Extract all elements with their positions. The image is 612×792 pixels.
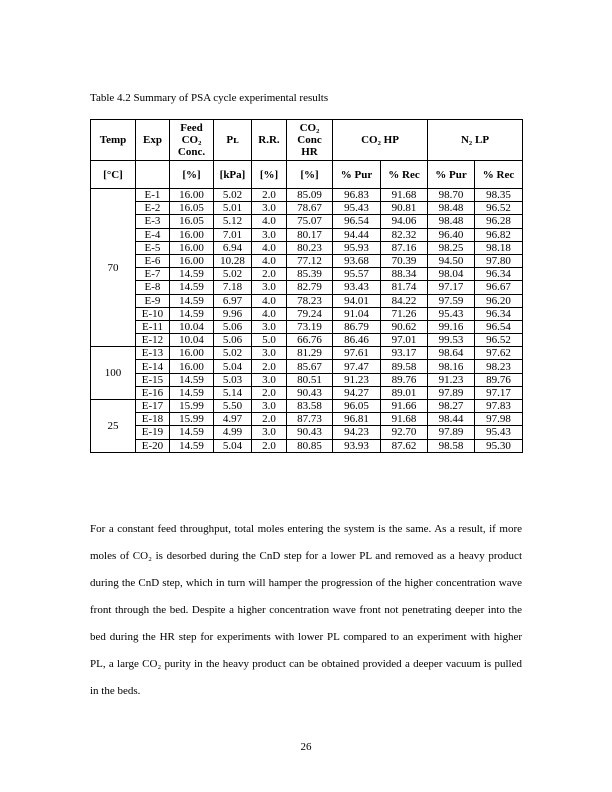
table-cell: E-7: [136, 268, 170, 281]
table-cell: 99.16: [428, 320, 475, 333]
table-cell: 16.00: [170, 254, 214, 267]
table-row: [91, 228, 523, 241]
table-cell: 80.51: [287, 373, 333, 386]
table-cell: E-17: [136, 400, 170, 413]
table-row: [91, 215, 523, 228]
table-cell: 16.00: [170, 189, 214, 202]
table-cell: 97.61: [333, 347, 381, 360]
table-cell: 10.04: [170, 320, 214, 333]
table-row: [91, 386, 523, 399]
table-cell: 5.06: [214, 334, 252, 347]
table-cell: E-1: [136, 189, 170, 202]
header-feed-co2: Feed CO₂ Conc.: [170, 120, 214, 161]
table-cell: 5.0: [252, 334, 287, 347]
table-cell: 2.0: [252, 189, 287, 202]
table-cell: 89.76: [475, 373, 523, 386]
table-row: [91, 189, 523, 202]
table-cell: 80.23: [287, 241, 333, 254]
table-cell: 96.28: [475, 215, 523, 228]
table-cell: 93.93: [333, 439, 381, 452]
table-row: [91, 320, 523, 333]
table-cell: 95.57: [333, 268, 381, 281]
table-caption: Table 4.2 Summary of PSA cycle experimental results: [90, 92, 329, 104]
table-cell: E-19: [136, 426, 170, 439]
table-cell: 85.67: [287, 360, 333, 373]
unit-co2hp-pur: % Pur: [333, 161, 381, 189]
table-cell: 83.58: [287, 400, 333, 413]
table-cell: 98.48: [428, 215, 475, 228]
table-cell: 3.0: [252, 228, 287, 241]
table-cell: 84.22: [381, 294, 428, 307]
table-row: [91, 400, 523, 413]
table-cell: 98.70: [428, 189, 475, 202]
header-rr: R.R.: [252, 120, 287, 161]
table-cell: 96.54: [333, 215, 381, 228]
table-cell: 5.06: [214, 320, 252, 333]
table-cell: 95.43: [475, 426, 523, 439]
table-cell: 90.43: [287, 386, 333, 399]
temp-group-cell: 100: [91, 347, 136, 400]
table-row: [91, 202, 523, 215]
table-cell: E-14: [136, 360, 170, 373]
table-cell: 97.59: [428, 294, 475, 307]
table-cell: 95.93: [333, 241, 381, 254]
table-cell: 90.62: [381, 320, 428, 333]
table-cell: 6.94: [214, 241, 252, 254]
table-body: [91, 189, 523, 453]
table-cell: 14.59: [170, 373, 214, 386]
table-cell: E-12: [136, 334, 170, 347]
psa-results-table: [90, 119, 523, 453]
table-cell: 3.0: [252, 400, 287, 413]
unit-pl: [kPa]: [214, 161, 252, 189]
table-cell: 97.62: [475, 347, 523, 360]
table-cell: 5.14: [214, 386, 252, 399]
table-cell: 2.0: [252, 413, 287, 426]
table-cell: 4.99: [214, 426, 252, 439]
table-cell: 4.97: [214, 413, 252, 426]
table-cell: 5.01: [214, 202, 252, 215]
table-cell: 75.07: [287, 215, 333, 228]
unit-feed: [%]: [170, 161, 214, 189]
table-cell: 96.34: [475, 268, 523, 281]
table-cell: 97.47: [333, 360, 381, 373]
table-cell: 66.76: [287, 334, 333, 347]
table-cell: E-2: [136, 202, 170, 215]
table-cell: 98.58: [428, 439, 475, 452]
table-cell: 15.99: [170, 400, 214, 413]
table-cell: 4.0: [252, 215, 287, 228]
table-cell: E-4: [136, 228, 170, 241]
table-cell: 9.96: [214, 307, 252, 320]
table-cell: 98.18: [475, 241, 523, 254]
table-cell: 98.35: [475, 189, 523, 202]
table-cell: 3.0: [252, 202, 287, 215]
table-cell: 10.28: [214, 254, 252, 267]
table-cell: E-10: [136, 307, 170, 320]
table-cell: 4.0: [252, 307, 287, 320]
table-cell: 96.83: [333, 189, 381, 202]
table-cell: 14.59: [170, 439, 214, 452]
table-row: [91, 241, 523, 254]
table-cell: E-11: [136, 320, 170, 333]
table-cell: 3.0: [252, 347, 287, 360]
table-cell: 15.99: [170, 413, 214, 426]
table-cell: 95.30: [475, 439, 523, 452]
table-cell: E-20: [136, 439, 170, 452]
table-cell: 14.59: [170, 294, 214, 307]
table-cell: 97.17: [475, 386, 523, 399]
table-cell: 5.04: [214, 360, 252, 373]
header-temp: Temp: [91, 120, 136, 161]
table-cell: 16.05: [170, 202, 214, 215]
table-cell: 2.0: [252, 268, 287, 281]
table-cell: E-15: [136, 373, 170, 386]
table-cell: 91.04: [333, 307, 381, 320]
table-cell: 96.34: [475, 307, 523, 320]
table-cell: 91.66: [381, 400, 428, 413]
table-cell: 3.0: [252, 320, 287, 333]
table-cell: 85.39: [287, 268, 333, 281]
table-cell: 93.68: [333, 254, 381, 267]
table-cell: 7.18: [214, 281, 252, 294]
table-cell: 80.17: [287, 228, 333, 241]
header-co2-conc-hr: CO₂ Conc HR: [287, 120, 333, 161]
table-cell: 4.0: [252, 294, 287, 307]
table-cell: 5.02: [214, 189, 252, 202]
table-cell: 87.62: [381, 439, 428, 452]
table-cell: 14.59: [170, 426, 214, 439]
table-cell: 98.04: [428, 268, 475, 281]
table-cell: 80.85: [287, 439, 333, 452]
table-row: [91, 254, 523, 267]
table-cell: 5.04: [214, 439, 252, 452]
table-row: [91, 334, 523, 347]
table-cell: 82.79: [287, 281, 333, 294]
table-cell: 14.59: [170, 386, 214, 399]
table-cell: 97.89: [428, 426, 475, 439]
table-cell: 93.17: [381, 347, 428, 360]
table-cell: 4.0: [252, 254, 287, 267]
table-cell: 2.0: [252, 360, 287, 373]
table-cell: 91.23: [428, 373, 475, 386]
table-cell: 77.12: [287, 254, 333, 267]
unit-co2conc: [%]: [287, 161, 333, 189]
table-cell: 2.0: [252, 439, 287, 452]
table-cell: 16.00: [170, 241, 214, 254]
table-cell: 86.46: [333, 334, 381, 347]
header-pl: Pʟ: [214, 120, 252, 161]
table-row: [91, 268, 523, 281]
table-cell: 89.76: [381, 373, 428, 386]
table-row: [91, 426, 523, 439]
table-cell: 5.02: [214, 268, 252, 281]
table-cell: 10.04: [170, 334, 214, 347]
table-cell: 79.24: [287, 307, 333, 320]
table-cell: E-6: [136, 254, 170, 267]
table-cell: 3.0: [252, 373, 287, 386]
table-cell: 97.98: [475, 413, 523, 426]
table-cell: 3.0: [252, 281, 287, 294]
table-cell: 4.0: [252, 241, 287, 254]
table-row: [91, 307, 523, 320]
table-cell: 98.48: [428, 202, 475, 215]
table-cell: 90.81: [381, 202, 428, 215]
table-cell: 73.19: [287, 320, 333, 333]
table-cell: 95.43: [333, 202, 381, 215]
table-cell: 78.67: [287, 202, 333, 215]
table-cell: 16.00: [170, 228, 214, 241]
temp-group-cell: 25: [91, 400, 136, 453]
table-cell: 16.00: [170, 347, 214, 360]
table-cell: 87.16: [381, 241, 428, 254]
unit-n2lp-pur: % Pur: [428, 161, 475, 189]
table-cell: 95.43: [428, 307, 475, 320]
header-co2-hp: CO₂ HP: [333, 120, 428, 161]
unit-temp: [°C]: [91, 161, 136, 189]
table-cell: 96.52: [475, 334, 523, 347]
table-cell: E-9: [136, 294, 170, 307]
table-cell: 97.89: [428, 386, 475, 399]
table-cell: 94.01: [333, 294, 381, 307]
table-cell: 97.01: [381, 334, 428, 347]
table-cell: 94.06: [381, 215, 428, 228]
table-cell: E-18: [136, 413, 170, 426]
unit-rr: [%]: [252, 161, 287, 189]
table-cell: 91.68: [381, 413, 428, 426]
table-cell: 94.27: [333, 386, 381, 399]
table-cell: 96.20: [475, 294, 523, 307]
table-cell: 3.0: [252, 426, 287, 439]
table-cell: 96.05: [333, 400, 381, 413]
table-cell: 97.17: [428, 281, 475, 294]
temp-group-cell: 70: [91, 189, 136, 347]
table-cell: 85.09: [287, 189, 333, 202]
table-row: [91, 413, 523, 426]
table-cell: 5.03: [214, 373, 252, 386]
unit-co2hp-rec: % Rec: [381, 161, 428, 189]
table-cell: 81.29: [287, 347, 333, 360]
table-cell: 94.50: [428, 254, 475, 267]
table-cell: 86.79: [333, 320, 381, 333]
table-cell: 88.34: [381, 268, 428, 281]
table-cell: 97.80: [475, 254, 523, 267]
table-cell: 94.44: [333, 228, 381, 241]
table-row: [91, 347, 523, 360]
table-cell: 70.39: [381, 254, 428, 267]
table-cell: 14.59: [170, 268, 214, 281]
table-row: [91, 281, 523, 294]
table-row: [91, 439, 523, 452]
table-cell: 5.50: [214, 400, 252, 413]
table-row: [91, 294, 523, 307]
table-cell: E-5: [136, 241, 170, 254]
table-cell: 93.43: [333, 281, 381, 294]
table-cell: 91.68: [381, 189, 428, 202]
table-cell: 90.43: [287, 426, 333, 439]
table-cell: 98.23: [475, 360, 523, 373]
header-exp: Exp: [136, 120, 170, 161]
table-cell: 89.01: [381, 386, 428, 399]
table-cell: E-3: [136, 215, 170, 228]
table-cell: 5.02: [214, 347, 252, 360]
table-cell: 6.97: [214, 294, 252, 307]
table-row: [91, 373, 523, 386]
table-cell: 96.67: [475, 281, 523, 294]
table-cell: 5.12: [214, 215, 252, 228]
table-cell: 96.52: [475, 202, 523, 215]
table-cell: 81.74: [381, 281, 428, 294]
table-cell: 14.59: [170, 281, 214, 294]
table-cell: 82.32: [381, 228, 428, 241]
body-paragraph: For a constant feed throughput, total moles entering the system is the same. As a result, if more moles of CO₂ is desorbed during the CnD step for a lower PL and removed as a heavy product during the CnD step, which in turn will hamper the progression of the higher concentration wave front through the bed. Despite a higher concentration wave front not penetrating deeper into the bed during the HR step for experiments with lower PL compared to an experiment with higher PL, a large CO₂ purity in the heavy product can be obtained provided a deeper vacuum is pulled in the beds.: [90, 523, 522, 697]
unit-n2lp-rec: % Rec: [475, 161, 523, 189]
header-n2-lp: N₂ LP: [428, 120, 523, 161]
table-cell: E-16: [136, 386, 170, 399]
table-cell: 97.83: [475, 400, 523, 413]
table-row: [91, 360, 523, 373]
table-cell: 94.23: [333, 426, 381, 439]
unit-exp: [136, 161, 170, 189]
page-number: 26: [300, 741, 312, 753]
table-cell: 78.23: [287, 294, 333, 307]
table-cell: 96.81: [333, 413, 381, 426]
table-cell: 71.26: [381, 307, 428, 320]
table-cell: 92.70: [381, 426, 428, 439]
table-cell: 16.05: [170, 215, 214, 228]
table-cell: 98.27: [428, 400, 475, 413]
table-cell: 14.59: [170, 307, 214, 320]
table-cell: 98.64: [428, 347, 475, 360]
table-cell: E-13: [136, 347, 170, 360]
table-cell: 7.01: [214, 228, 252, 241]
table-cell: 99.53: [428, 334, 475, 347]
table-cell: 98.16: [428, 360, 475, 373]
table-cell: 87.73: [287, 413, 333, 426]
table-cell: 16.00: [170, 360, 214, 373]
table-cell: 2.0: [252, 386, 287, 399]
table-cell: 91.23: [333, 373, 381, 386]
table-cell: 96.54: [475, 320, 523, 333]
table-cell: 96.82: [475, 228, 523, 241]
table-cell: 89.58: [381, 360, 428, 373]
table-cell: 98.25: [428, 241, 475, 254]
table-cell: E-8: [136, 281, 170, 294]
table-cell: 98.44: [428, 413, 475, 426]
table-cell: 96.40: [428, 228, 475, 241]
